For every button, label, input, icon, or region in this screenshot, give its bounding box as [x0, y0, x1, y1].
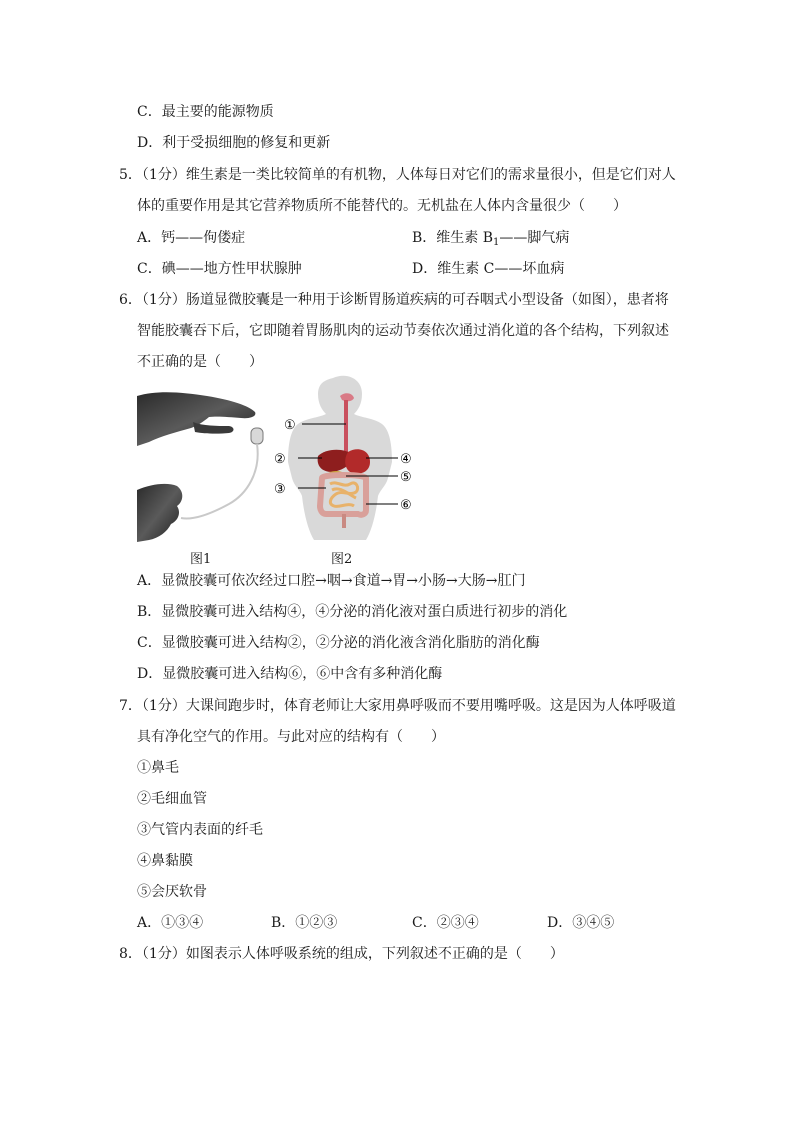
upper-glove-hand — [137, 392, 255, 446]
q7-option-a: A．①③④ — [137, 915, 204, 931]
q5-stem-line2: 体的重要作用是其它营养物质所不能替代的。无机盐在人体内含量很少（ ） — [137, 198, 627, 214]
figure1-label: 图1 — [190, 552, 212, 567]
q7-option-b: B．①②③ — [271, 915, 338, 931]
q7-item-2: ②毛细血管 — [137, 791, 207, 807]
q6-option-d: D．显微胶囊可进入结构⑥，⑥中含有多种消化酶 — [137, 666, 443, 682]
q5-option-a: A．钙——佝偻症 — [137, 230, 246, 246]
marker-6: ⑥ — [400, 498, 412, 513]
marker-2: ② — [274, 452, 286, 467]
capsule-cable — [181, 444, 258, 518]
q7-option-d: D．③④⑤ — [547, 915, 615, 931]
q8-stem-line1: 8．（1分）如图表示人体呼吸系统的组成，下列叙述不正确的是（ ） — [119, 946, 564, 962]
marker-3: ③ — [274, 482, 286, 497]
q5-option-c: C．碘——地方性甲状腺肿 — [137, 261, 302, 277]
q7-item-4: ④鼻黏膜 — [137, 853, 193, 869]
q5-option-d: D．维生素 C——坏血病 — [412, 261, 565, 277]
q6-stem-line2: 智能胶囊吞下后，它即随着胃肠肌肉的运动节奏依次通过消化道的各个结构，下列叙述 — [137, 323, 669, 339]
q5-option-b-suffix: ——脚气病 — [499, 230, 570, 246]
capsule-device — [251, 428, 263, 444]
q6-option-c: C．显微胶囊可进入结构②，②分泌的消化液含消化脂肪的消化酶 — [137, 635, 540, 651]
q7-item-1: ①鼻毛 — [137, 760, 179, 776]
figure2-label: 图2 — [331, 552, 353, 567]
q7-item-3: ③气管内表面的纤毛 — [137, 822, 263, 838]
q6-option-b: B．显微胶囊可进入结构④，④分泌的消化液对蛋白质进行初步的消化 — [137, 604, 568, 620]
q4-option-d: D．利于受损细胞的修复和更新 — [137, 135, 331, 151]
q7-stem-line1: 7．（1分）大课间跑步时，体育老师让大家用鼻呼吸而不要用嘴呼吸。这是因为人体呼吸道 — [119, 698, 676, 714]
q7-item-5: ⑤会厌软骨 — [137, 884, 207, 900]
marker-1: ① — [284, 418, 296, 433]
q4-option-c: C．最主要的能源物质 — [137, 104, 274, 120]
q6-stem-line3: 不正确的是（ ） — [137, 354, 263, 370]
figure2-digestive-system — [270, 374, 430, 544]
lower-glove-hand — [137, 484, 182, 542]
marker-4: ④ — [400, 452, 412, 467]
q5-option-b-subscript: 1 — [493, 237, 500, 248]
q7-stem-line2: 具有净化空气的作用。与此对应的结构有（ ） — [137, 729, 445, 745]
q5-option-b — [412, 228, 569, 253]
figure1-capsule-photo — [137, 382, 267, 542]
marker-5: ⑤ — [400, 470, 412, 485]
q5-stem-line1: 5．（1分）维生素是一类比较简单的有机物，人体每日对它们的需求量很小，但是它们对人 — [119, 167, 676, 183]
q6-stem-line1: 6．（1分）肠道显微胶囊是一种用于诊断胃肠道疾病的可吞咽式小型设备（如图），患者将 — [119, 292, 669, 308]
q6-option-a: A．显微胶囊可依次经过口腔→咽→食道→胃→小肠→大肠→肛门 — [137, 573, 526, 589]
stomach — [345, 449, 370, 473]
q5-option-b-prefix: B．维生素 B — [412, 230, 494, 246]
q7-option-c: C．②③④ — [412, 915, 479, 931]
